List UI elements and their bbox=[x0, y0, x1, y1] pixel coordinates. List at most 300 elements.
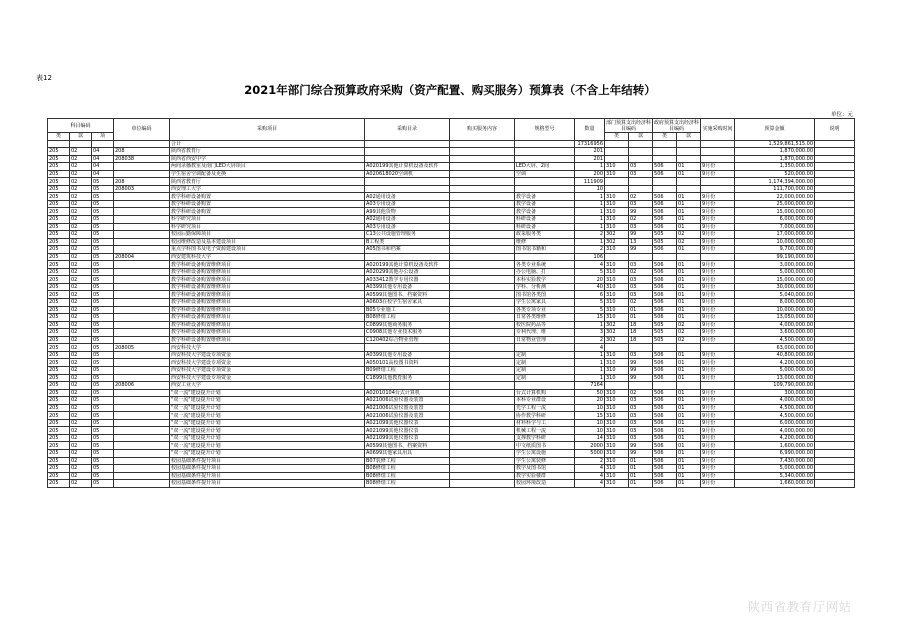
cell-catalog: B09修缮工程 bbox=[365, 366, 450, 374]
cell-gov-kuan: 02 bbox=[677, 336, 701, 344]
cell-unit-code bbox=[114, 200, 170, 208]
cell-kuan: 02 bbox=[70, 231, 92, 239]
cell-gov-kuan: 01 bbox=[677, 397, 701, 405]
cell-dept-lei bbox=[605, 178, 629, 186]
cell-amount: 1,350,000.00 bbox=[735, 163, 815, 171]
cell-note bbox=[815, 449, 855, 457]
cell-lei: 205 bbox=[48, 344, 70, 352]
cell-gov-lei: 506 bbox=[653, 170, 677, 178]
cell-dept-lei: 310 bbox=[605, 434, 629, 442]
cell-gov-lei bbox=[653, 344, 677, 352]
cell-kuan: 02 bbox=[70, 216, 92, 224]
cell-amount: 5,000,000.00 bbox=[735, 465, 815, 473]
cell-kuan: 02 bbox=[70, 434, 92, 442]
cell-amount: 13,050,000.00 bbox=[735, 314, 815, 322]
cell-catalog: C0899其他商务服务 bbox=[365, 321, 450, 329]
cell-catalog bbox=[365, 253, 450, 261]
table-row bbox=[48, 170, 855, 178]
cell-note bbox=[815, 185, 855, 193]
cell-gov-kuan: 01 bbox=[677, 200, 701, 208]
cell-catalog: B工程类 bbox=[365, 238, 450, 246]
cell-time bbox=[701, 382, 735, 390]
cell-project: 陕西省西安中学 bbox=[170, 155, 365, 163]
cell-kuan: 02 bbox=[70, 268, 92, 276]
cell-dept-kuan bbox=[629, 253, 653, 261]
cell-amount: 4,500,000.00 bbox=[735, 336, 815, 344]
cell-time bbox=[701, 140, 735, 148]
cell-time: 9月份 bbox=[701, 216, 735, 224]
cell-spec: 教学及图书馆 bbox=[515, 465, 575, 473]
cell-time: 9月份 bbox=[701, 419, 735, 427]
cell-time: 9月份 bbox=[701, 457, 735, 465]
cell-qty: 10 bbox=[575, 404, 605, 412]
cell-qty: 15 bbox=[575, 412, 605, 420]
cell-lei: 205 bbox=[48, 382, 70, 390]
cell-gov-kuan: 01 bbox=[677, 261, 701, 269]
cell-spec: 日常物业管理 bbox=[515, 336, 575, 344]
cell-kuan: 02 bbox=[70, 389, 92, 397]
cell-catalog: C1899其他教育服务 bbox=[365, 374, 450, 382]
cell-service bbox=[450, 427, 515, 435]
cell-lei: 205 bbox=[48, 472, 70, 480]
cell-lei: 205 bbox=[48, 283, 70, 291]
cell-kuan: 02 bbox=[70, 412, 92, 420]
cell-dept-lei bbox=[605, 185, 629, 193]
cell-time: 9月份 bbox=[701, 208, 735, 216]
cell-service bbox=[450, 193, 515, 201]
cell-xiang: 05 bbox=[92, 306, 114, 314]
table-row bbox=[48, 283, 855, 291]
cell-qty: 1 bbox=[575, 321, 605, 329]
cell-gov-lei: 506 bbox=[653, 216, 677, 224]
cell-unit-code: 208003 bbox=[114, 185, 170, 193]
table-row bbox=[48, 200, 855, 208]
cell-qty: 1 bbox=[575, 216, 605, 224]
cell-service bbox=[450, 336, 515, 344]
cell-spec: 图书馆书籍和 bbox=[515, 246, 575, 254]
cell-amount: 4,200,000.00 bbox=[735, 359, 815, 367]
cell-gov-lei bbox=[653, 382, 677, 390]
header-dept-econ: 部门预算支出经济科目编码 bbox=[606, 119, 652, 132]
cell-gov-lei: 506 bbox=[653, 283, 677, 291]
cell-kuan: 02 bbox=[70, 404, 92, 412]
cell-catalog: A021099其他仪器仪表 bbox=[365, 427, 450, 435]
cell-note bbox=[815, 261, 855, 269]
cell-spec: 各类专业系统 bbox=[515, 261, 575, 269]
cell-service bbox=[450, 306, 515, 314]
cell-amount: 1,870,000.00 bbox=[735, 155, 815, 163]
cell-kuan: 02 bbox=[70, 306, 92, 314]
cell-amount: 520,000.00 bbox=[735, 170, 815, 178]
cell-catalog: A033412教学专用仪器 bbox=[365, 276, 450, 284]
cell-dept-kuan: 99 bbox=[629, 359, 653, 367]
cell-project: "双一流"建设提升计划 bbox=[170, 404, 365, 412]
cell-xiang: 05 bbox=[92, 200, 114, 208]
cell-kuan: 02 bbox=[70, 449, 92, 457]
cell-dept-lei: 310 bbox=[605, 306, 629, 314]
cell-time: 9月份 bbox=[701, 389, 735, 397]
cell-gov-lei bbox=[653, 185, 677, 193]
cell-xiang: 05 bbox=[92, 419, 114, 427]
cell-gov-lei: 506 bbox=[653, 366, 677, 374]
cell-qty: 40 bbox=[575, 283, 605, 291]
cell-gov-lei: 506 bbox=[653, 200, 677, 208]
cell-xiang: 04 bbox=[92, 148, 114, 156]
cell-dept-kuan: 03 bbox=[629, 283, 653, 291]
cell-gov-kuan: 01 bbox=[677, 268, 701, 276]
cell-dept-lei: 310 bbox=[605, 457, 629, 465]
cell-amount: 1,870,000.00 bbox=[735, 148, 815, 156]
cell-amount: 63,000,000.00 bbox=[735, 344, 815, 352]
cell-note bbox=[815, 321, 855, 329]
cell-lei: 205 bbox=[48, 449, 70, 457]
cell-project: 校园后勤保障项目 bbox=[170, 231, 365, 239]
cell-dept-lei: 310 bbox=[605, 261, 629, 269]
cell-qty: 10 bbox=[575, 419, 605, 427]
cell-time: 9月份 bbox=[701, 261, 735, 269]
cell-qty: 5 bbox=[575, 268, 605, 276]
cell-qty: 1 bbox=[575, 200, 605, 208]
cell-spec: 支撑教学科研 bbox=[515, 434, 575, 442]
cell-lei: 205 bbox=[48, 261, 70, 269]
cell-unit-code bbox=[114, 472, 170, 480]
cell-time bbox=[701, 178, 735, 186]
cell-gov-lei: 506 bbox=[653, 208, 677, 216]
cell-unit-code bbox=[114, 193, 170, 201]
table-row bbox=[48, 397, 855, 405]
cell-lei: 205 bbox=[48, 200, 70, 208]
cell-dept-lei: 310 bbox=[605, 223, 629, 231]
cell-qty: 20 bbox=[575, 397, 605, 405]
cell-xiang: 05 bbox=[92, 344, 114, 352]
cell-dept-lei: 310 bbox=[605, 366, 629, 374]
cell-amount: 5,040,000.00 bbox=[735, 291, 815, 299]
cell-spec: 科研设备 bbox=[515, 216, 575, 224]
cell-unit-code bbox=[114, 480, 170, 488]
cell-time: 9月份 bbox=[701, 434, 735, 442]
cell-xiang: 04 bbox=[92, 170, 114, 178]
cell-xiang: 05 bbox=[92, 457, 114, 465]
cell-project: 西安科技大学 bbox=[170, 344, 365, 352]
cell-xiang: 05 bbox=[92, 412, 114, 420]
cell-dept-lei: 310 bbox=[605, 314, 629, 322]
cell-qty: 1 bbox=[575, 223, 605, 231]
cell-catalog: B07装修工程 bbox=[365, 457, 450, 465]
cell-project: "双一流"建设提升计划 bbox=[170, 449, 365, 457]
cell-time bbox=[701, 155, 735, 163]
cell-amount: 13,000,000.00 bbox=[735, 374, 815, 382]
cell-unit-code bbox=[114, 351, 170, 359]
cell-gov-kuan: 02 bbox=[677, 238, 701, 246]
cell-project: 西安科技大学建设专项资金 bbox=[170, 366, 365, 374]
cell-amount: 17,000,000.00 bbox=[735, 231, 815, 239]
cell-xiang: 05 bbox=[92, 291, 114, 299]
cell-amount: 1,660,000.00 bbox=[735, 480, 815, 488]
cell-unit-code bbox=[114, 321, 170, 329]
table-row bbox=[48, 434, 855, 442]
cell-dept-kuan: 01 bbox=[629, 306, 653, 314]
cell-catalog bbox=[365, 382, 450, 390]
cell-dept-kuan: 02 bbox=[629, 193, 653, 201]
header-dept-kuan: 款 bbox=[629, 133, 653, 141]
cell-spec bbox=[515, 148, 575, 156]
cell-unit-code bbox=[114, 329, 170, 337]
cell-lei: 205 bbox=[48, 163, 70, 171]
cell-project: 教学科研设备购置维修项目 bbox=[170, 261, 365, 269]
cell-note bbox=[815, 178, 855, 186]
cell-lei: 205 bbox=[48, 299, 70, 307]
cell-kuan: 02 bbox=[70, 465, 92, 473]
cell-catalog bbox=[365, 148, 450, 156]
cell-gov-kuan: 01 bbox=[677, 427, 701, 435]
cell-service bbox=[450, 465, 515, 473]
cell-note bbox=[815, 329, 855, 337]
cell-dept-lei: 310 bbox=[605, 389, 629, 397]
header-unit-code: 单位编码 bbox=[114, 119, 170, 141]
cell-xiang: 05 bbox=[92, 216, 114, 224]
table-row bbox=[48, 208, 855, 216]
cell-service bbox=[450, 299, 515, 307]
cell-service bbox=[450, 170, 515, 178]
cell-kuan: 02 bbox=[70, 155, 92, 163]
cell-kuan: 02 bbox=[70, 336, 92, 344]
cell-spec: 各类专项专业 bbox=[515, 306, 575, 314]
cell-gov-lei bbox=[653, 253, 677, 261]
cell-catalog: A02通用设备 bbox=[365, 193, 450, 201]
cell-service bbox=[450, 374, 515, 382]
cell-dept-kuan: 99 bbox=[629, 449, 653, 457]
cell-note bbox=[815, 480, 855, 488]
cell-time: 9月份 bbox=[701, 442, 735, 450]
cell-dept-lei: 310 bbox=[605, 268, 629, 276]
cell-lei: 205 bbox=[48, 314, 70, 322]
header-amount: 预算金额 bbox=[735, 119, 815, 141]
cell-xiang: 05 bbox=[92, 366, 114, 374]
cell-gov-kuan: 01 bbox=[677, 366, 701, 374]
cell-gov-lei bbox=[653, 155, 677, 163]
cell-service bbox=[450, 359, 515, 367]
cell-qty: 201 bbox=[575, 155, 605, 163]
cell-unit-code bbox=[114, 427, 170, 435]
header-time: 实施采购时间 bbox=[701, 119, 735, 141]
cell-xiang: 05 bbox=[92, 374, 114, 382]
cell-project: 教学科研设备购置维修项目 bbox=[170, 336, 365, 344]
cell-gov-kuan: 01 bbox=[677, 419, 701, 427]
cell-dept-lei: 310 bbox=[605, 480, 629, 488]
cell-catalog: A021099其他仪器仪表 bbox=[365, 434, 450, 442]
cell-service bbox=[450, 366, 515, 374]
cell-dept-lei: 310 bbox=[605, 397, 629, 405]
cell-project: 西安科技大学建设专项资金 bbox=[170, 374, 365, 382]
cell-dept-kuan: 03 bbox=[629, 434, 653, 442]
cell-service bbox=[450, 140, 515, 148]
cell-project: 校园基础条件提升项目 bbox=[170, 472, 365, 480]
cell-amount: 7,000,000.00 bbox=[735, 223, 815, 231]
header-subject-code: 科目编码 bbox=[48, 119, 114, 133]
cell-gov-lei: 506 bbox=[653, 434, 677, 442]
cell-catalog: A0603在校学生宿舍家具 bbox=[365, 299, 450, 307]
cell-service bbox=[450, 283, 515, 291]
cell-lei: 205 bbox=[48, 223, 70, 231]
cell-gov-kuan bbox=[677, 148, 701, 156]
cell-catalog: A03专用设备 bbox=[365, 223, 450, 231]
cell-gov-lei: 506 bbox=[653, 193, 677, 201]
cell-time: 9月份 bbox=[701, 321, 735, 329]
cell-time: 9月份 bbox=[701, 366, 735, 374]
cell-catalog: A0599其他图书、档案资料 bbox=[365, 291, 450, 299]
cell-project: 科学研究项目 bbox=[170, 223, 365, 231]
cell-time: 9月份 bbox=[701, 329, 735, 337]
cell-kuan: 02 bbox=[70, 344, 92, 352]
cell-amount: 40,800,000.00 bbox=[735, 351, 815, 359]
cell-project: "双一流"建设提升计划 bbox=[170, 427, 365, 435]
cell-project: 重点学科图书及电子资源建设项目 bbox=[170, 246, 365, 254]
cell-note bbox=[815, 412, 855, 420]
cell-note bbox=[815, 434, 855, 442]
cell-kuan: 02 bbox=[70, 276, 92, 284]
cell-kuan: 02 bbox=[70, 148, 92, 156]
cell-xiang: 05 bbox=[92, 442, 114, 450]
cell-dept-lei: 310 bbox=[605, 163, 629, 171]
cell-xiang: 05 bbox=[92, 472, 114, 480]
cell-unit-code bbox=[114, 457, 170, 465]
cell-xiang: 05 bbox=[92, 283, 114, 291]
cell-dept-kuan: 03 bbox=[629, 276, 653, 284]
cell-spec bbox=[515, 155, 575, 163]
cell-xiang: 05 bbox=[92, 434, 114, 442]
cell-service bbox=[450, 291, 515, 299]
table-row bbox=[48, 299, 855, 307]
table-row bbox=[48, 344, 855, 352]
cell-catalog: A03专用设备 bbox=[365, 200, 450, 208]
cell-kuan: 02 bbox=[70, 185, 92, 193]
cell-lei: 205 bbox=[48, 457, 70, 465]
cell-kuan: 02 bbox=[70, 261, 92, 269]
cell-lei: 205 bbox=[48, 246, 70, 254]
cell-project: 学生宿舍空调配备及更换 bbox=[170, 170, 365, 178]
cell-project: "双一流"建设提升计划 bbox=[170, 419, 365, 427]
table-row bbox=[48, 276, 855, 284]
cell-dept-lei bbox=[605, 253, 629, 261]
cell-amount: 15,000,000.00 bbox=[735, 208, 815, 216]
cell-lei: 205 bbox=[48, 321, 70, 329]
cell-dept-kuan: 03 bbox=[629, 397, 653, 405]
cell-gov-lei: 505 bbox=[653, 329, 677, 337]
cell-xiang: 05 bbox=[92, 480, 114, 488]
cell-xiang: 05 bbox=[92, 321, 114, 329]
cell-project: 教学科研设备购置维修项目 bbox=[170, 268, 365, 276]
cell-qty: 111909 bbox=[575, 178, 605, 186]
cell-kuan: 02 bbox=[70, 253, 92, 261]
cell-dept-lei: 302 bbox=[605, 321, 629, 329]
cell-qty: 10 bbox=[575, 185, 605, 193]
cell-note bbox=[815, 465, 855, 473]
cell-amount: 111,700,000.00 bbox=[735, 185, 815, 193]
cell-spec: 校医院药品等 bbox=[515, 321, 575, 329]
cell-unit-code bbox=[114, 465, 170, 473]
cell-catalog: A021006试验仪器及装置 bbox=[365, 397, 450, 405]
cell-kuan: 02 bbox=[70, 359, 92, 367]
cell-note bbox=[815, 442, 855, 450]
cell-amount: 6,000,000.00 bbox=[735, 419, 815, 427]
cell-time bbox=[701, 185, 735, 193]
header-service: 购买服务内容 bbox=[450, 119, 515, 141]
cell-dept-kuan: 03 bbox=[629, 412, 653, 420]
cell-note bbox=[815, 268, 855, 276]
cell-gov-kuan: 01 bbox=[677, 193, 701, 201]
cell-dept-lei: 310 bbox=[605, 193, 629, 201]
cell-dept-lei: 310 bbox=[605, 404, 629, 412]
cell-dept-kuan: 99 bbox=[629, 374, 653, 382]
cell-gov-lei: 506 bbox=[653, 457, 677, 465]
cell-unit-code bbox=[114, 268, 170, 276]
cell-lei: 205 bbox=[48, 253, 70, 261]
cell-note bbox=[815, 397, 855, 405]
cell-spec: 台式计算机购 bbox=[515, 389, 575, 397]
cell-xiang: 05 bbox=[92, 329, 114, 337]
table-row bbox=[48, 374, 855, 382]
cell-gov-kuan bbox=[677, 155, 701, 163]
cell-lei: 205 bbox=[48, 427, 70, 435]
cell-note bbox=[815, 404, 855, 412]
cell-catalog: B08修缮工程 bbox=[365, 480, 450, 488]
header-catalog: 采购目录 bbox=[365, 119, 450, 141]
cell-amount: 15,000,000.00 bbox=[735, 276, 815, 284]
cell-service bbox=[450, 253, 515, 261]
cell-qty: 1 bbox=[575, 351, 605, 359]
cell-time: 9月份 bbox=[701, 397, 735, 405]
cell-lei: 205 bbox=[48, 155, 70, 163]
cell-gov-kuan: 01 bbox=[677, 457, 701, 465]
cell-dept-kuan: 03 bbox=[629, 427, 653, 435]
cell-gov-kuan: 01 bbox=[677, 434, 701, 442]
cell-time: 9月份 bbox=[701, 268, 735, 276]
cell-catalog: A021099其他仪器仪表 bbox=[365, 419, 450, 427]
table-row bbox=[48, 412, 855, 420]
cell-project: 教学科研设备购置维修项目 bbox=[170, 329, 365, 337]
cell-note bbox=[815, 276, 855, 284]
cell-spec: 学生公寓家具 bbox=[515, 299, 575, 307]
cell-gov-kuan: 01 bbox=[677, 404, 701, 412]
cell-qty: 7164 bbox=[575, 382, 605, 390]
header-spec: 规格型号 bbox=[515, 119, 575, 141]
cell-qty: 1 bbox=[575, 208, 605, 216]
cell-project: 教学科研设备购置维修项目 bbox=[170, 283, 365, 291]
cell-amount: 1,174,394,000.00 bbox=[735, 178, 815, 186]
cell-spec: 教学设备 bbox=[515, 193, 575, 201]
cell-xiang: 05 bbox=[92, 351, 114, 359]
table-row bbox=[48, 329, 855, 337]
header-note: 说明 bbox=[815, 119, 855, 141]
cell-dept-kuan: 18 bbox=[629, 329, 653, 337]
cell-service bbox=[450, 208, 515, 216]
cell-gov-kuan bbox=[677, 382, 701, 390]
cell-gov-kuan: 01 bbox=[677, 216, 701, 224]
cell-dept-kuan: 99 bbox=[629, 442, 653, 450]
cell-dept-kuan: 01 bbox=[629, 465, 653, 473]
cell-unit-code bbox=[114, 374, 170, 382]
cell-amount: 9,700,000.00 bbox=[735, 246, 815, 254]
cell-dept-kuan: 01 bbox=[629, 314, 653, 322]
cell-kuan: 02 bbox=[70, 299, 92, 307]
cell-time: 9月份 bbox=[701, 170, 735, 178]
cell-kuan: 02 bbox=[70, 366, 92, 374]
cell-xiang: 04 bbox=[92, 163, 114, 171]
cell-qty: 2 bbox=[575, 246, 605, 254]
cell-service bbox=[450, 261, 515, 269]
cell-catalog: C120402综合物业管理 bbox=[365, 336, 450, 344]
cell-spec bbox=[515, 185, 575, 193]
